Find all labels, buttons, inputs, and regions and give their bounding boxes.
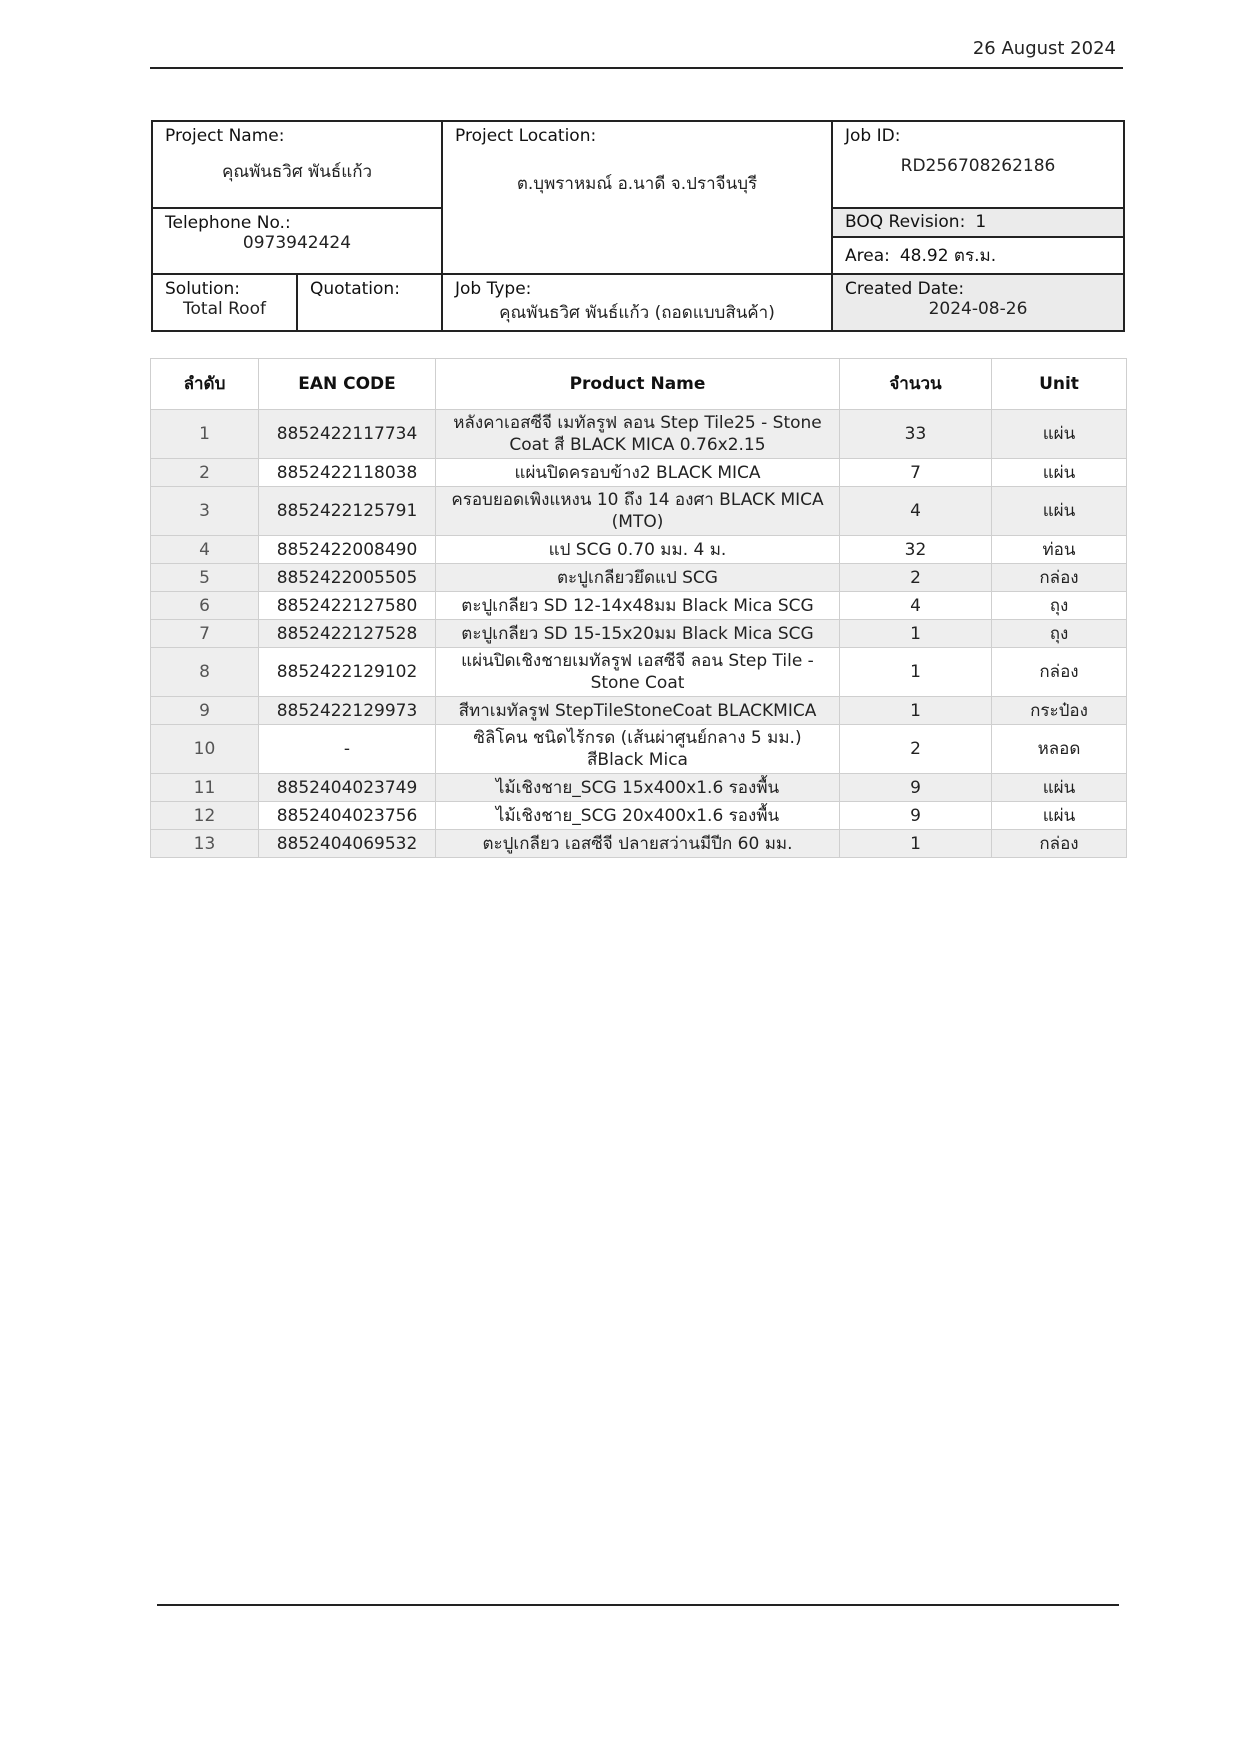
solution-value: Total Roof — [183, 299, 266, 319]
job-id-cell — [832, 121, 1124, 208]
cell-seq: 11 — [151, 774, 259, 802]
cell-product-name: แผ่นปิดเชิงชายเมทัลรูฟ เอสซีจี ลอน Step Tile - Stone Coat — [436, 648, 840, 697]
page-date: 26 August 2024 — [972, 38, 1116, 59]
job-id-label: Job ID: — [845, 126, 901, 146]
job-type-label: Job Type: — [455, 279, 532, 299]
cell-unit: แผ่น — [992, 802, 1127, 830]
job-type-cell — [442, 274, 832, 331]
cell-ean: 8852422129973 — [259, 697, 436, 725]
cell-unit: ถุง — [992, 592, 1127, 620]
table-row — [151, 620, 1127, 648]
cell-quantity: 2 — [840, 725, 992, 774]
table-row — [151, 830, 1127, 858]
col-header-product-name: Product Name — [436, 359, 840, 410]
cell-unit: แผ่น — [992, 774, 1127, 802]
cell-unit: กระป๋อง — [992, 697, 1127, 725]
table-row — [151, 487, 1127, 536]
cell-product-name: ตะปูเกลียว SD 15-15x20มม Black Mica SCG — [436, 620, 840, 648]
telephone-label: Telephone No.: — [165, 213, 291, 233]
cell-ean: 8852422117734 — [259, 410, 436, 459]
boq-revision-label: BOQ Revision: — [845, 212, 966, 232]
telephone-value: 0973942424 — [242, 233, 352, 253]
cell-quantity: 32 — [840, 536, 992, 564]
project-location-cell — [442, 121, 832, 274]
cell-ean: 8852404023749 — [259, 774, 436, 802]
table-row — [151, 459, 1127, 487]
created-date-label: Created Date: — [845, 279, 965, 299]
cell-unit: ท่อน — [992, 536, 1127, 564]
cell-unit: แผ่น — [992, 410, 1127, 459]
cell-product-name: ไม้เชิงชาย_SCG 15x400x1.6 รองพื้น — [436, 774, 840, 802]
solution-cell — [152, 274, 297, 331]
telephone-cell — [152, 208, 442, 274]
cell-quantity: 33 — [840, 410, 992, 459]
cell-unit: กล่อง — [992, 564, 1127, 592]
cell-product-name: ตะปูเกลียว SD 12-14x48มม Black Mica SCG — [436, 592, 840, 620]
table-row — [151, 697, 1127, 725]
project-location-label: Project Location: — [455, 126, 597, 146]
cell-product-name: แป SCG 0.70 มม. 4 ม. — [436, 536, 840, 564]
cell-seq: 12 — [151, 802, 259, 830]
boq-revision-cell — [832, 208, 1124, 237]
cell-ean: 8852422118038 — [259, 459, 436, 487]
table-row — [151, 648, 1127, 697]
cell-product-name: ไม้เชิงชาย_SCG 20x400x1.6 รองพื้น — [436, 802, 840, 830]
project-name-cell — [152, 121, 442, 208]
cell-quantity: 7 — [840, 459, 992, 487]
cell-ean: 8852422127528 — [259, 620, 436, 648]
col-header-unit: Unit — [992, 359, 1127, 410]
boq-items-table — [150, 358, 1127, 858]
cell-quantity: 1 — [840, 648, 992, 697]
col-header-ean: EAN CODE — [259, 359, 436, 410]
col-header-quantity: จำนวน — [840, 359, 992, 410]
cell-product-name: ครอบยอดเพิงแหงน 10 ถึง 14 องศา BLACK MICA (MTO) — [436, 487, 840, 536]
cell-ean: 8852422125791 — [259, 487, 436, 536]
cell-seq: 10 — [151, 725, 259, 774]
cell-seq: 7 — [151, 620, 259, 648]
created-date-value: 2024-08-26 — [928, 299, 1028, 319]
project-location-value: ต.บุพราหมณ์ อ.นาดี จ.ปราจีนบุรี — [516, 174, 758, 194]
project-name-value: คุณพันธวิศ พันธ์แก้ว — [221, 162, 373, 182]
area-value: 48.92 ตร.ม. — [899, 246, 997, 266]
cell-seq: 9 — [151, 697, 259, 725]
cell-seq: 2 — [151, 459, 259, 487]
table-row — [151, 410, 1127, 459]
cell-product-name: แผ่นปิดครอบข้าง2 BLACK MICA — [436, 459, 840, 487]
cell-product-name: ตะปูเกลียว เอสซีจี ปลายสว่านมีปีก 60 มม. — [436, 830, 840, 858]
cell-ean: 8852422127580 — [259, 592, 436, 620]
table-row — [151, 802, 1127, 830]
cell-unit: ถุง — [992, 620, 1127, 648]
cell-seq: 8 — [151, 648, 259, 697]
table-row — [151, 564, 1127, 592]
table-row — [151, 592, 1127, 620]
cell-unit: กล่อง — [992, 648, 1127, 697]
cell-quantity: 1 — [840, 697, 992, 725]
cell-quantity: 1 — [840, 620, 992, 648]
cell-seq: 3 — [151, 487, 259, 536]
boq-revision-value: 1 — [975, 212, 987, 232]
quotation-label: Quotation: — [310, 279, 400, 299]
cell-unit: หลอด — [992, 725, 1127, 774]
cell-product-name: ซิลิโคน ชนิดไร้กรด (เส้นผ่าศูนย์กลาง 5 มม.) สีBlack Mica — [436, 725, 840, 774]
cell-ean: 8852404023756 — [259, 802, 436, 830]
cell-seq: 6 — [151, 592, 259, 620]
area-label: Area: — [845, 246, 890, 266]
cell-quantity: 2 — [840, 564, 992, 592]
project-info-box — [151, 120, 1125, 332]
cell-quantity: 4 — [840, 592, 992, 620]
cell-quantity: 9 — [840, 774, 992, 802]
quotation-cell — [297, 274, 442, 331]
cell-unit: แผ่น — [992, 459, 1127, 487]
bottom-divider — [157, 1604, 1119, 1606]
cell-product-name: สีทาเมทัลรูฟ StepTileStoneCoat BLACKMICA — [436, 697, 840, 725]
cell-seq: 13 — [151, 830, 259, 858]
cell-ean: 8852404069532 — [259, 830, 436, 858]
cell-unit: แผ่น — [992, 487, 1127, 536]
cell-quantity: 4 — [840, 487, 992, 536]
solution-label: Solution: — [165, 279, 240, 299]
cell-seq: 4 — [151, 536, 259, 564]
area-cell — [832, 237, 1124, 274]
cell-seq: 5 — [151, 564, 259, 592]
job-id-value: RD256708262186 — [900, 156, 1056, 176]
cell-ean: 8852422129102 — [259, 648, 436, 697]
cell-seq: 1 — [151, 410, 259, 459]
cell-ean: 8852422005505 — [259, 564, 436, 592]
job-type-value: คุณพันธวิศ พันธ์แก้ว (ถอดแบบสินค้า) — [499, 303, 775, 323]
cell-quantity: 1 — [840, 830, 992, 858]
table-body — [151, 410, 1127, 858]
table-row — [151, 536, 1127, 564]
top-divider — [150, 67, 1123, 69]
project-name-label: Project Name: — [165, 126, 285, 146]
cell-ean: 8852422008490 — [259, 536, 436, 564]
table-header-row — [151, 359, 1127, 410]
cell-product-name: หลังคาเอสซีจี เมทัลรูฟ ลอน Step Tile25 - Stone Coat สี BLACK MICA 0.76x2.15 — [436, 410, 840, 459]
cell-ean: - — [259, 725, 436, 774]
cell-product-name: ตะปูเกลียวยึดแป SCG — [436, 564, 840, 592]
table-row — [151, 774, 1127, 802]
cell-quantity: 9 — [840, 802, 992, 830]
col-header-seq: ลำดับ — [151, 359, 259, 410]
created-date-cell — [832, 274, 1124, 331]
cell-unit: กล่อง — [992, 830, 1127, 858]
table-row — [151, 725, 1127, 774]
